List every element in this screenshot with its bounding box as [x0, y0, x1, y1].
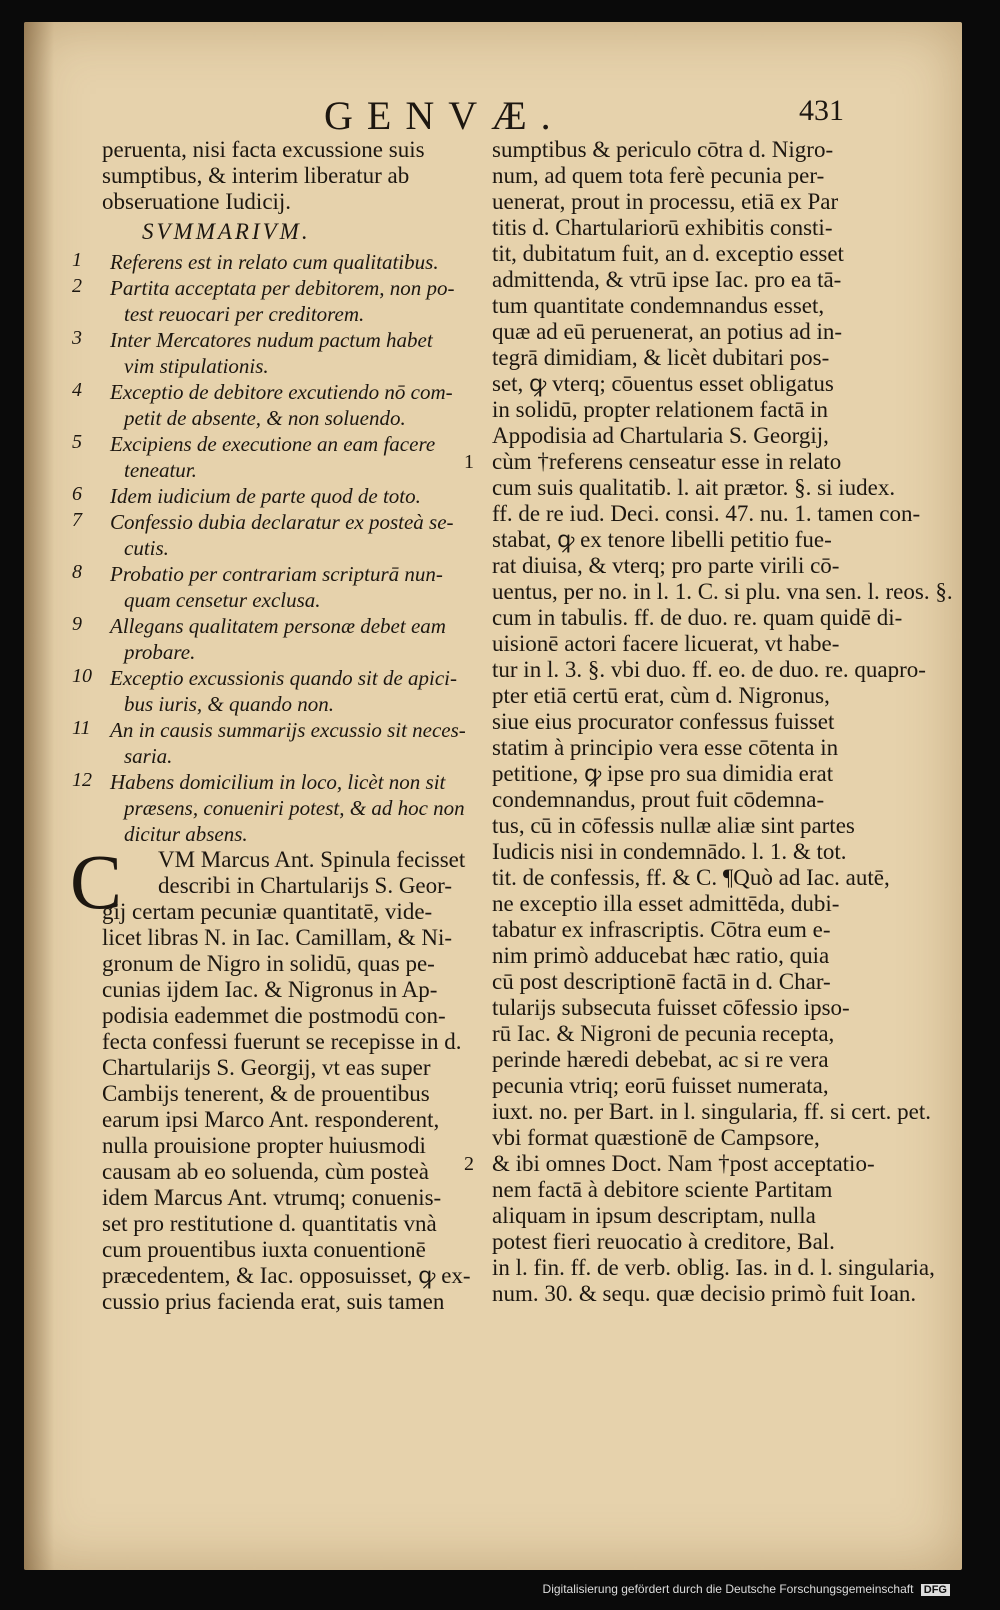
left-top-text	[44, 137, 454, 215]
text-line	[464, 527, 884, 553]
line-text: statim à principio vera esse cōtenta in	[492, 735, 839, 760]
summary-line: præsens, conueniri potest, & ad hoc non	[124, 796, 465, 820]
summary-item	[44, 769, 465, 847]
body-lines	[44, 899, 471, 1315]
text-line	[464, 293, 884, 319]
summary-item	[44, 275, 454, 327]
summary-item	[44, 483, 454, 509]
left-column	[44, 137, 471, 1315]
summary-title: SVMMARIVM.	[142, 219, 311, 244]
text-line	[464, 215, 884, 241]
text-line: earum ipsi Marco Ant. responderent,	[102, 1107, 440, 1132]
margin-note-number: 1	[464, 451, 474, 473]
summary-line: vim stipulationis.	[124, 354, 269, 378]
text-line: idem Marcus Ant. vtrumq; conuenis-	[102, 1185, 442, 1210]
line-text: vbi format quæstionē de Campsore,	[492, 1125, 820, 1150]
summary-line: Excipiens de executione an eam facere	[110, 432, 436, 456]
summary-item	[44, 665, 458, 717]
text-line: cum prouentibus iuxta conuentionē	[102, 1237, 426, 1262]
page-header	[24, 92, 962, 138]
line-text: tabatur ex infrascriptis. Cōtra eum e-	[492, 917, 831, 942]
main-text	[44, 838, 471, 1315]
text-line	[464, 735, 884, 761]
summary-line: Habens domicilium in loco, licèt non sit	[110, 770, 446, 794]
summary-line: An in causis summarijs excussio sit neces-	[110, 718, 466, 742]
text-line	[464, 605, 903, 631]
summary-number: 1	[72, 249, 82, 271]
summary-line: probare.	[124, 640, 196, 664]
summary-number: 2	[72, 275, 82, 297]
summary-item	[44, 249, 454, 275]
line-text: tit. de confessis, ff. & C. ¶Quò ad Iac. autē,	[492, 865, 890, 890]
text-line	[464, 917, 884, 943]
text-line: obseruatione Iudicij.	[102, 189, 292, 214]
text-line	[464, 1073, 884, 1099]
line-text: pter etiā certū erat, cùm d. Nigronus,	[492, 683, 830, 708]
summary-number: 4	[72, 379, 82, 401]
text-line	[464, 1099, 932, 1125]
summary-line: Allegans qualitatem personæ debet eam	[110, 614, 446, 638]
summary-item	[44, 717, 466, 769]
text-line	[464, 657, 926, 683]
text-line	[464, 1021, 884, 1047]
line-text: cùm †referens censeatur esse in relato	[492, 449, 842, 474]
text-line	[464, 137, 884, 163]
summary-line: Confessio dubia declaratur ex posteà se-	[110, 510, 454, 534]
text-line: licet libras N. in Iac. Camillam, & Ni-	[102, 925, 453, 950]
text-line	[464, 631, 884, 657]
text-line	[464, 241, 884, 267]
text-line	[464, 189, 884, 215]
text-line	[464, 943, 884, 969]
text-line	[464, 501, 921, 527]
line-text: set, ꝙ vterq; cōuentus esset obligatus	[492, 371, 834, 396]
summary-line: petit de absente, & non soluendo.	[124, 406, 406, 430]
text-line: describi in Chartularijs S. Geor-	[158, 873, 453, 898]
line-text: condemnandus, prout fuit cōdemna-	[492, 787, 825, 812]
summary-item	[44, 509, 454, 561]
line-text: rat diuisa, & vterq; pro parte virili cō-	[492, 553, 840, 578]
text-line	[464, 1281, 917, 1307]
text-line: Chartularijs S. Georgij, vt eas super	[102, 1055, 431, 1080]
text-line: podisia eademmet die postmodū con-	[102, 1003, 446, 1028]
line-text: ff. de re iud. Deci. consi. 47. nu. 1. tamen con-	[492, 501, 921, 526]
line-text: pecunia vtriq; eorū fuisset numerata,	[492, 1073, 829, 1098]
right-column	[464, 137, 953, 1307]
line-text: stabat, ꝙ ex tenore libelli petitio fue-	[492, 527, 832, 552]
text-line	[464, 709, 884, 735]
summary-line: dicitur absens.	[124, 822, 248, 846]
credit-text: Digitalisierung gefördert durch die Deutsche Forschungsgemeinschaft	[542, 1582, 914, 1596]
summary-line: Partita acceptata per debitorem, non po-	[110, 276, 455, 300]
line-text: Iudicis nisi in condemnādo. l. 1. & tot.	[492, 839, 847, 864]
line-text: tum quantitate condemnandus esset,	[492, 293, 825, 318]
text-line	[464, 761, 884, 787]
text-line	[464, 1177, 884, 1203]
summary-item	[44, 561, 454, 613]
line-text: rū Iac. & Nigroni de pecunia recepta,	[492, 1021, 835, 1046]
line-text: & ibi omnes Doct. Nam †post acceptatio-	[492, 1151, 875, 1176]
summary-line: teneatur.	[124, 458, 197, 482]
summary-item	[44, 327, 454, 379]
margin-note-number: 2	[464, 1153, 474, 1175]
summary-number: 5	[72, 431, 82, 453]
line-text: tur in l. 3. §. vbi duo. ff. eo. de duo. re. quapro-	[492, 657, 926, 682]
digitization-credit	[0, 1582, 1000, 1602]
summary-line: Referens est in relato cum qualitatibus.	[110, 250, 439, 274]
line-text: in l. fin. ff. de verb. oblig. Ias. in d. l. singularia,	[492, 1255, 935, 1280]
line-text: aliquam in ipsum descriptam, nulla	[492, 1203, 816, 1228]
text-line	[464, 891, 884, 917]
text-line	[464, 267, 884, 293]
line-text: tularijs subsecuta fuisset cōfessio ipso-	[492, 995, 850, 1020]
text-line	[464, 1255, 935, 1281]
summary-line: test reuocari per creditorem.	[124, 302, 365, 326]
summary-line: Probatio per contrariam scripturā nun-	[110, 562, 443, 586]
line-text: in solidū, propter relationem factā in	[492, 397, 828, 422]
text-line	[464, 1229, 884, 1255]
summary-number: 3	[72, 327, 82, 349]
text-line	[464, 371, 884, 397]
line-text: nim primò adducebat hæc ratio, quia	[492, 943, 830, 968]
text-line: set pro restitutione d. quantitatis vnà	[102, 1211, 437, 1236]
text-line	[464, 683, 884, 709]
summary-number: 12	[72, 769, 92, 791]
summary-line: quam censetur exclusa.	[124, 588, 321, 612]
page-number: 431	[799, 94, 844, 127]
text-line	[464, 787, 884, 813]
text-line	[464, 1047, 884, 1073]
text-line	[464, 839, 884, 865]
text-line	[464, 449, 884, 475]
text-line	[464, 475, 896, 501]
running-title: GENVÆ.	[324, 93, 565, 138]
line-text: admittenda, & vtrū ipse Iac. pro ea tā-	[492, 267, 842, 292]
line-text: nem factā à debitore sciente Partitam	[492, 1177, 833, 1202]
summary-item	[44, 431, 454, 483]
text-line	[464, 423, 884, 449]
drop-cap: C	[70, 838, 123, 925]
line-text: uenerat, prout in processu, etiā ex Par	[492, 189, 839, 214]
line-text: ne exceptio illa esset admittēda, dubi-	[492, 891, 840, 916]
line-text: iuxt. no. per Bart. in l. singularia, ff. si cert. pet.	[492, 1099, 932, 1124]
text-line: cussio prius facienda erat, suis tamen	[102, 1289, 445, 1314]
line-text: tegrā dimidiam, & licèt dubitari pos-	[492, 345, 830, 370]
text-line: VM Marcus Ant. Spinula fecisset	[158, 847, 466, 872]
summary-list	[44, 249, 466, 847]
line-text: siue eius procurator confessus fuisset	[492, 709, 835, 734]
text-line: peruenta, nisi facta excussione suis	[102, 137, 425, 162]
summary-number: 11	[72, 717, 91, 739]
text-line	[464, 1151, 884, 1177]
summary-number: 10	[72, 665, 92, 687]
summary-item	[44, 379, 454, 431]
text-line: gij certam pecuniæ quantitatē, vide-	[102, 899, 433, 924]
line-text: cū post descriptionē factā in d. Char-	[492, 969, 831, 994]
line-text: titis d. Chartulariorū exhibitis consti-	[492, 215, 833, 240]
line-text: num. 30. & sequ. quæ decisio primò fuit Ioan.	[492, 1281, 917, 1306]
line-text: tit, dubitatum fuit, an d. exceptio esset	[492, 241, 844, 266]
dfg-logo: DFG	[921, 1584, 950, 1596]
text-line	[464, 163, 884, 189]
text-line	[464, 319, 884, 345]
line-text: Appodisia ad Chartularia S. Georgij,	[492, 423, 829, 448]
summary-item	[44, 613, 454, 665]
line-text: cum in tabulis. ff. de duo. re. quam quidē di-	[492, 605, 903, 630]
line-text: potest fieri reuocatio à creditore, Bal.	[492, 1229, 835, 1254]
text-line	[464, 397, 884, 423]
text-line	[464, 969, 884, 995]
line-text: quæ ad eū peruenerat, an potius ad in-	[492, 319, 842, 344]
summary-line: bus iuris, & quando non.	[124, 692, 335, 716]
text-line: sumptibus, & interim liberatur ab	[102, 163, 410, 188]
summary-line: Idem iudicium de parte quod de toto.	[110, 484, 421, 508]
line-text: petitione, ꝙ ipse pro sua dimidia erat	[492, 761, 834, 786]
summary-number: 8	[72, 561, 82, 583]
text-line: præcedentem, & Iac. opposuisset, ꝙ ex-	[102, 1263, 471, 1288]
summary-number: 9	[72, 613, 82, 635]
summary-line: Exceptio de debitore excutiendo nō com-	[110, 380, 453, 404]
summary-number: 7	[72, 509, 82, 531]
summary-line: saria.	[124, 744, 173, 768]
text-line: gronum de Nigro in solidū, quas pe-	[102, 951, 435, 976]
line-text: uentus, per no. in l. 1. C. si plu. vna sen. l. reos. §.	[492, 579, 953, 604]
summary-line: Exceptio excussionis quando sit de apici-	[110, 666, 458, 690]
text-line	[464, 1125, 884, 1151]
text-line	[464, 345, 884, 371]
text-line	[464, 579, 953, 605]
text-line	[464, 813, 884, 839]
text-line: cunias ijdem Iac. & Nigronus in Ap-	[102, 977, 438, 1002]
line-text: perinde hæredi debebat, ac si re vera	[492, 1047, 829, 1072]
text-line: fecta confessi fuerunt se recepisse in d.	[102, 1029, 462, 1054]
line-text: uisionē actori facere licuerat, vt habe-	[492, 631, 840, 656]
text-line: nulla prouisione propter huiusmodi	[102, 1133, 426, 1158]
text-line: Cambijs tenerent, & de prouentibus	[102, 1081, 430, 1106]
text-line	[464, 995, 884, 1021]
summary-line: Inter Mercatores nudum pactum habet	[110, 328, 433, 352]
line-text: sumptibus & periculo cōtra d. Nigro-	[492, 137, 834, 162]
line-text: num, ad quem tota ferè pecunia per-	[492, 163, 825, 188]
text-line	[464, 865, 890, 891]
summary-line: cutis.	[124, 536, 169, 560]
line-text: cum suis qualitatib. l. ait prætor. §. si iudex.	[492, 475, 896, 500]
text-line	[464, 1203, 884, 1229]
book-page	[24, 22, 962, 1570]
summary-number: 6	[72, 483, 82, 505]
text-line: causam ab eo soluenda, cùm posteà	[102, 1159, 429, 1184]
text-line	[464, 553, 884, 579]
line-text: tus, cū in cōfessis nullæ aliæ sint partes	[492, 813, 855, 838]
